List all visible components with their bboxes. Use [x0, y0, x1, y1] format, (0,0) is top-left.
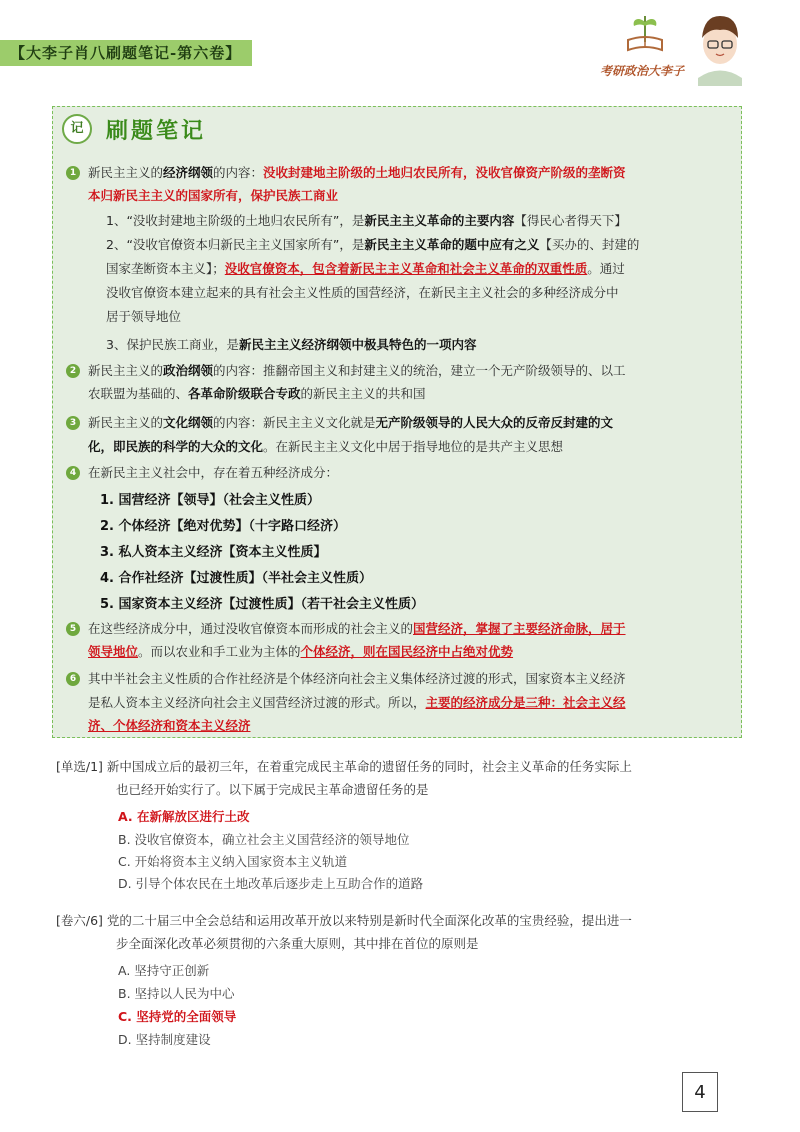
item1-line1: 新民主主义的经济纲领的内容：没收封建地主阶级的土地归农民所有，没收官僚资产阶级的垄断资: [88, 165, 626, 180]
brand-text: 考研政治大李子: [600, 64, 685, 78]
question1-option-c: C. 开始将资本主义纳入国家资本主义轨道: [118, 854, 348, 869]
item2-line1: 新民主主义的政治纲领的内容：推翻帝国主义和封建主义的统治，建立一个无产阶级领导的、以工: [88, 363, 626, 378]
economy-item: 4. 合作社经济【过渡性质】（半社会主义性质）: [100, 571, 373, 586]
item1-sub2-line2: 国家垄断资本主义】；没收官僚资本，包含着新民主主义革命和社会主义革命的双重性质。通过: [106, 261, 625, 276]
item4-intro: 在新民主主义社会中，存在着五种经济成分：: [88, 465, 339, 480]
item6-line1: 其中半社会主义性质的合作社经济是个体经济向社会主义集体经济过渡的形式，国家资本主义经济: [88, 671, 626, 686]
item1-sub2-line4: 居于领导地位: [106, 309, 182, 324]
item-number: 6: [66, 672, 80, 686]
question2-option-a: A. 坚持守正创新: [118, 963, 210, 978]
item2-line2: 农联盟为基础的、各革命阶级联合专政的新民主主义的共和国: [88, 386, 426, 401]
economy-item: 3. 私人资本主义经济【资本主义性质】: [100, 545, 327, 560]
economy-item: 1. 国营经济【领导】（社会主义性质）: [100, 493, 321, 508]
question1-option-d: D. 引导个体农民在土地改革后逐步走上互助合作的道路: [118, 876, 424, 891]
economy-item: 2. 个体经济【绝对优势】（十字路口经济）: [100, 519, 347, 534]
question1-option-b: B. 没收官僚资本，确立社会主义国营经济的领导地位: [118, 832, 410, 847]
item6-line2: 是私人资本主义经济向社会主义国营经济过渡的形式。所以，主要的经济成分是三种：社会主义经: [88, 695, 626, 710]
item1-sub1: 1、“没收封建地主阶级的土地归农民所有”，是新民主主义革命的主要内容【得民心者得天下】: [106, 213, 627, 228]
item3-line1: 新民主主义的文化纲领的内容：新民主主义文化就是无产阶级领导的人民大众的反帝反封建的文: [88, 415, 614, 430]
item1-line2: 本归新民主主义的国家所有，保护民族工商业: [88, 188, 339, 203]
avatar-illustration: [690, 8, 750, 86]
item6-line3: 济、个体经济和资本主义经济: [88, 718, 251, 733]
page-number: 4: [682, 1072, 718, 1112]
document-title: 【大李子肖八刷题笔记-第六卷】: [10, 44, 242, 62]
item-number: 3: [66, 416, 80, 430]
item5-line1: 在这些经济成分中，通过没收官僚资本而形成的社会主义的国营经济，掌握了主要经济命脉，居于: [88, 621, 626, 636]
notes-badge: 记: [62, 114, 92, 144]
item1-sub2-line3: 没收官僚资本建立起来的具有社会主义性质的国营经济，在新民主主义社会的多种经济成分中: [106, 285, 619, 300]
question2-option-b: B. 坚持以人民为中心: [118, 986, 235, 1001]
item1-sub3: 3、保护民族工商业，是新民主主义经济纲领中极具特色的一项内容: [106, 337, 477, 352]
notes-title: 刷题笔记: [106, 118, 207, 144]
item1-sub2-line1: 2、“没收官僚资本归新民主主义国家所有”，是新民主主义革命的题中应有之义【买办的、封建的: [106, 237, 640, 252]
brand-logo-icon: [620, 12, 670, 57]
question2-option-d: D. 坚持制度建设: [118, 1032, 211, 1047]
economy-item: 5. 国家资本主义经济【过渡性质】（若干社会主义性质）: [100, 597, 425, 612]
item-number: 4: [66, 466, 80, 480]
item-number: 1: [66, 166, 80, 180]
item-number: 2: [66, 364, 80, 378]
item5-line2: 领导地位。而以农业和手工业为主体的个体经济，则在国民经济中占绝对优势: [88, 644, 514, 659]
question2-stem-line2: 步全面深化改革必须贯彻的六条重大原则，其中排在首位的原则是: [116, 936, 479, 951]
question1-stem-line1: [单选/1] 新中国成立后的最初三年，在着重完成民主革命的遗留任务的同时，社会主义革命的任务实际上: [56, 759, 632, 774]
question1-stem-line2: 也已经开始实行了。以下属于完成民主革命遗留任务的是: [116, 782, 429, 797]
item-number: 5: [66, 622, 80, 636]
item3-line2: 化，即民族的科学的大众的文化。在新民主主义文化中居于指导地位的是共产主义思想: [88, 439, 564, 454]
question1-option-a: A. 在新解放区进行土改: [118, 809, 250, 824]
question2-option-c: C. 坚持党的全面领导: [118, 1009, 237, 1024]
question2-stem-line1: [卷六/6] 党的二十届三中全会总结和运用改革开放以来特别是新时代全面深化改革的宝贵经验，提出进一: [56, 913, 632, 928]
